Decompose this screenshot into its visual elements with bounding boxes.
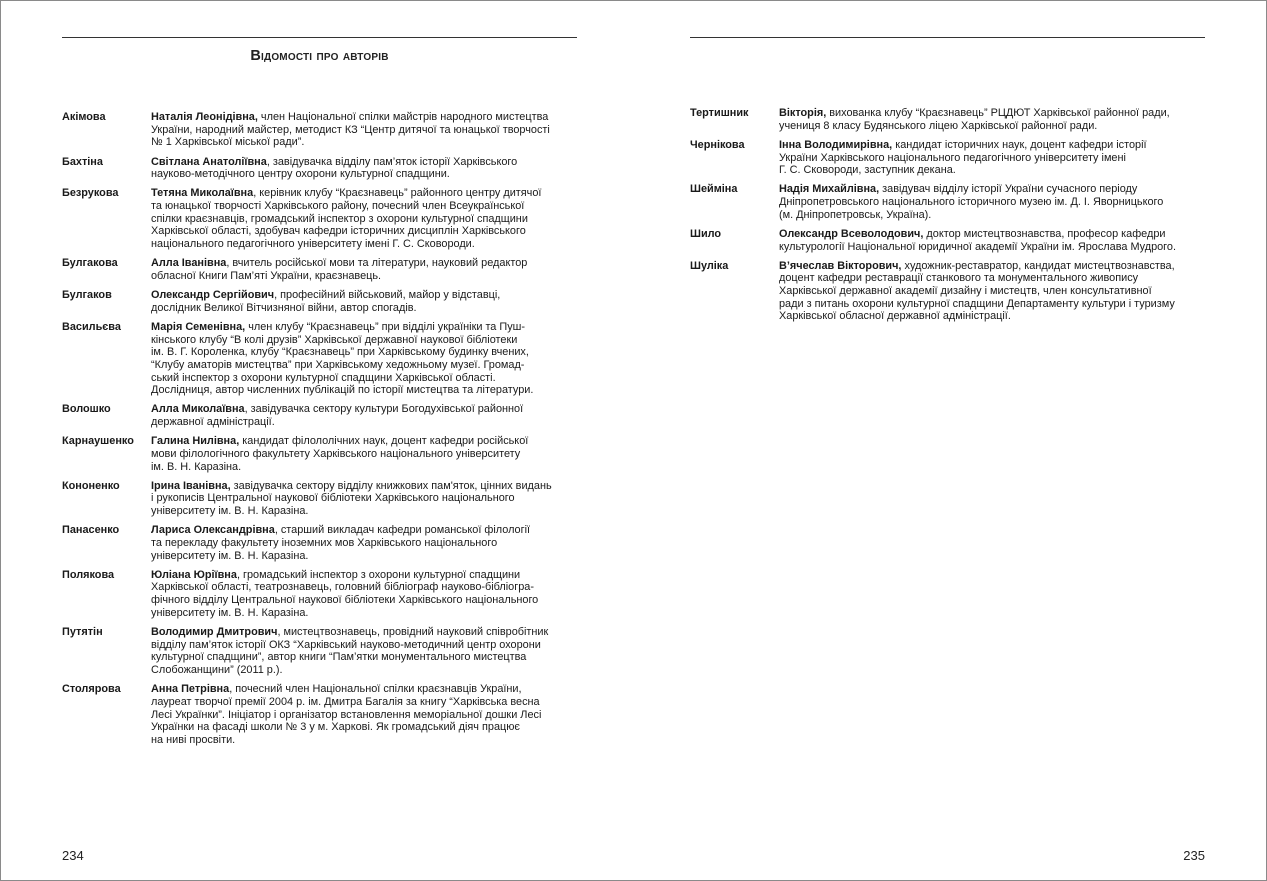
description-text: , старший викладач кафедри романської філології bbox=[274, 524, 531, 537]
description-text: , вчитель російської мови та літератури, науковий редактор bbox=[226, 257, 528, 270]
description-text: Г. С. Сковороди, заступник декана. bbox=[779, 164, 956, 177]
author-surname: Панасенко bbox=[62, 524, 120, 537]
author-description bbox=[779, 107, 1210, 132]
author-full-name: Алла Іванівна bbox=[151, 257, 227, 270]
description-text: ім. В. Г. Короленка, клубу “Краєзнавець” при Харківському будинку вчених, bbox=[151, 346, 529, 359]
description-line bbox=[151, 569, 582, 582]
author-full-name: Інна Володимирівна, bbox=[779, 138, 893, 151]
author-full-name: Ірина Іванівна, bbox=[151, 479, 231, 492]
author-surname: Булгакова bbox=[62, 257, 118, 270]
description-line bbox=[779, 139, 1210, 152]
description-line bbox=[151, 448, 582, 461]
description-text: науково-методічного центру охорони культурної спадщини. bbox=[151, 168, 450, 181]
author-full-name: Світлана Анатоліївна bbox=[151, 155, 267, 168]
description-text: , завідувачка сектору культури Богодухівської районної bbox=[244, 403, 524, 416]
author-description bbox=[151, 321, 582, 397]
description-line bbox=[779, 228, 1210, 241]
description-text: ім. В. Н. Каразіна. bbox=[151, 460, 242, 473]
description-line bbox=[151, 709, 582, 722]
author-entry bbox=[62, 111, 582, 149]
author-entry bbox=[62, 257, 582, 282]
author-surname: Волошко bbox=[62, 403, 111, 416]
description-text: , завідувачка відділу пам’яток історії Харківського bbox=[266, 155, 518, 168]
author-full-name: Галина Нилівна, bbox=[151, 435, 240, 448]
description-line bbox=[151, 213, 582, 226]
description-line bbox=[151, 384, 582, 397]
description-text: (м. Дніпропетровськ, Україна). bbox=[779, 208, 932, 221]
author-entry bbox=[62, 524, 582, 562]
description-text: № 1 Харківської міської ради”. bbox=[151, 136, 305, 149]
description-text: , мистецтвознавець, провідний науковий співробітник bbox=[277, 625, 549, 638]
author-surname: Тертишник bbox=[690, 107, 749, 119]
description-text: культурології Національної юридичної академії України ім. Ярослава Мудрого. bbox=[779, 240, 1177, 253]
author-full-name: Юліана Юріївна bbox=[151, 568, 237, 581]
author-full-name: Алла Миколаївна bbox=[151, 403, 245, 416]
description-line bbox=[151, 334, 582, 347]
description-text: та юнацької творчості Харківського району, почесний член Всеукраїнської bbox=[151, 200, 525, 212]
author-full-name: Олександр Сергійович bbox=[151, 289, 275, 301]
description-text: Харківської державної академії дизайну і мистецтв, член консультативної bbox=[779, 285, 1152, 297]
description-text: ради з питань охорони культурної спадщини Департаменту культури і туризму bbox=[779, 297, 1175, 310]
author-surname: Шило bbox=[690, 227, 722, 240]
description-text: національного педагогічного університету імені Г. С. Сковороди. bbox=[151, 238, 475, 251]
description-line bbox=[151, 461, 582, 474]
description-line bbox=[151, 537, 582, 550]
author-full-name: Олександр Всеволодович, bbox=[779, 227, 924, 240]
author-description bbox=[779, 228, 1210, 253]
description-line bbox=[151, 721, 582, 734]
author-full-name: Марія Семенівна, bbox=[151, 320, 246, 333]
description-line bbox=[779, 120, 1210, 133]
description-line bbox=[151, 435, 582, 448]
author-description bbox=[151, 111, 582, 149]
right-header-rule bbox=[690, 37, 1205, 38]
author-surname: Шейміна bbox=[690, 183, 738, 196]
description-line bbox=[779, 272, 1210, 285]
description-line bbox=[151, 111, 582, 124]
description-text: університету ім. В. Н. Каразіна. bbox=[151, 549, 309, 562]
description-line bbox=[779, 152, 1210, 165]
description-line bbox=[151, 270, 582, 283]
description-line bbox=[151, 403, 582, 416]
description-text: лауреат творчої премії 2004 р. ім. Дмитра Багалія за книгу “Харківська весна bbox=[151, 695, 540, 708]
description-line bbox=[151, 626, 582, 639]
description-text: вихованка клубу “Краєзнавець” РЦДЮТ Харківської районної ради, bbox=[826, 107, 1170, 119]
author-entry bbox=[62, 480, 582, 518]
description-line bbox=[151, 416, 582, 429]
description-line bbox=[151, 321, 582, 334]
description-line bbox=[151, 289, 582, 302]
author-surname: Чернікова bbox=[690, 138, 745, 151]
description-text: на ниві просвіти. bbox=[151, 733, 236, 746]
author-description bbox=[151, 626, 582, 677]
description-text: ський інспектор з охорони культурної спадщини Харківської області. bbox=[151, 371, 496, 384]
page-number-left: 234 bbox=[62, 848, 84, 863]
page-number-right: 235 bbox=[1183, 848, 1205, 863]
description-text: та перекладу факультету іноземних мов Харківського національного bbox=[151, 536, 498, 549]
description-line bbox=[779, 183, 1210, 196]
author-entry bbox=[690, 183, 1210, 221]
description-line bbox=[151, 550, 582, 563]
description-text: Українки на фасаді школи № 3 у м. Харкові. Як громадський діяч працює bbox=[151, 721, 520, 734]
author-description bbox=[151, 156, 582, 181]
description-line bbox=[151, 594, 582, 607]
description-text: спілки краєзнавців, громадський інспектор з охорони культурної спадщини bbox=[151, 212, 528, 225]
description-line bbox=[779, 310, 1210, 323]
author-surname: Полякова bbox=[62, 568, 115, 581]
description-text: завідувач відділу історії України сучасного періоду bbox=[879, 183, 1138, 196]
author-full-name: Анна Петрівна bbox=[151, 683, 230, 696]
description-line bbox=[151, 372, 582, 385]
author-full-name: Тетяна Миколаївна bbox=[151, 187, 254, 200]
page-title: Відомості про авторів bbox=[250, 48, 389, 64]
description-text: , керівник клубу “Краєзнавець” районного центру дитячої bbox=[253, 187, 542, 200]
author-entry bbox=[62, 626, 582, 677]
author-entry bbox=[62, 435, 582, 473]
description-text: кандидат історичних наук, доцент кафедри історії bbox=[892, 138, 1147, 151]
author-description bbox=[151, 683, 582, 747]
description-line bbox=[779, 285, 1210, 298]
author-entry bbox=[62, 187, 582, 251]
description-text: Харківської області, театрознавець, головний бібліограф науково-бібліогра- bbox=[151, 581, 534, 594]
description-text: університету ім. В. Н. Каразіна. bbox=[151, 606, 309, 619]
description-line bbox=[151, 696, 582, 709]
left-author-list bbox=[62, 111, 582, 753]
description-line bbox=[779, 209, 1210, 222]
author-description bbox=[151, 480, 582, 518]
description-text: Харківської обласної державної адміністрації. bbox=[779, 310, 1011, 323]
author-surname: Васильєва bbox=[62, 320, 121, 333]
description-line bbox=[151, 581, 582, 594]
author-entry bbox=[690, 107, 1210, 132]
description-text: учениця 8 класу Будянського ліцею Харківської районної ради. bbox=[779, 119, 1098, 132]
description-line bbox=[151, 156, 582, 169]
description-line bbox=[151, 346, 582, 359]
description-text: , почесний член Національної спілки краєзнавців України, bbox=[229, 683, 522, 696]
description-line bbox=[779, 107, 1210, 120]
description-text: доктор мистецтвознавства, професор кафедри bbox=[923, 227, 1166, 240]
description-line bbox=[151, 607, 582, 620]
description-text: член клубу “Краєзнавець” при відділі україніки та Пуш- bbox=[245, 320, 526, 333]
author-entry bbox=[690, 260, 1210, 324]
description-line bbox=[779, 164, 1210, 177]
description-line bbox=[151, 257, 582, 270]
author-surname: Акімова bbox=[62, 111, 106, 123]
description-line bbox=[779, 241, 1210, 254]
description-line bbox=[151, 734, 582, 747]
description-text: доцент кафедри реставрації станкового та монументального живопису bbox=[779, 272, 1139, 285]
description-line bbox=[151, 200, 582, 213]
description-text: кандидат філололічних наук, доцент кафедри російської bbox=[239, 435, 529, 448]
description-line bbox=[151, 359, 582, 372]
description-text: дослідник Великої Вітчизняної війни, автор спогадів. bbox=[151, 301, 417, 314]
description-text: кінського клубу “В колі друзів” Харківської державної наукової бібліотеки bbox=[151, 333, 518, 346]
description-text: Слобожанщини” (2011 р.). bbox=[151, 664, 283, 677]
author-entry bbox=[690, 228, 1210, 253]
author-full-name: Надія Михайлівна, bbox=[779, 183, 880, 196]
description-line bbox=[151, 238, 582, 251]
description-line bbox=[151, 505, 582, 518]
description-text: України, народний майстер, методист КЗ “Центр дитячої та юнацької творчості bbox=[151, 123, 550, 136]
author-entry bbox=[62, 321, 582, 397]
description-line bbox=[151, 524, 582, 537]
description-line bbox=[151, 168, 582, 181]
author-surname: Столярова bbox=[62, 683, 121, 696]
description-text: , громадський інспектор з охорони культурної спадщини bbox=[236, 568, 521, 581]
author-description bbox=[779, 139, 1210, 177]
description-text: “Клубу аматорів мистецтва” при Харківському хедожньому музеї. Громад- bbox=[151, 358, 525, 371]
description-line bbox=[151, 302, 582, 315]
description-line bbox=[151, 124, 582, 137]
author-description bbox=[779, 183, 1210, 221]
description-line bbox=[151, 639, 582, 652]
description-line bbox=[151, 492, 582, 505]
author-surname: Кононенко bbox=[62, 479, 120, 492]
description-line bbox=[779, 298, 1210, 311]
description-text: , професійний військовий, майор у відставці, bbox=[274, 289, 501, 301]
right-author-list bbox=[690, 107, 1210, 330]
description-text: Харківської області, здобувач кафедри історичних дисциплін Харківського bbox=[151, 225, 526, 238]
description-text: Лесі Українки”. Ініціатор і організатор встановлення меморіальної дошки Лесі bbox=[151, 708, 542, 721]
description-text: Дослідниця, автор численних публікацій по історії мистецтва та літератури. bbox=[151, 384, 534, 397]
author-surname: Шуліка bbox=[690, 259, 729, 272]
author-surname: Бахтіна bbox=[62, 155, 103, 168]
author-description bbox=[151, 403, 582, 428]
author-entry bbox=[62, 156, 582, 181]
author-entry bbox=[62, 683, 582, 747]
author-full-name: Вікторія, bbox=[779, 107, 827, 119]
description-text: державної адміністрації. bbox=[151, 416, 275, 429]
description-text: мови філологічного факультету Харківського національного університету bbox=[151, 447, 521, 460]
description-text: і рукописів Центральної наукової бібліотеки Харківського національного bbox=[151, 492, 515, 505]
description-text: член Національної спілки майстрів народного мистецтва bbox=[257, 111, 549, 123]
description-text: обласної Книги Пам’яті України, краєзнавець. bbox=[151, 269, 382, 282]
description-line bbox=[151, 225, 582, 238]
description-text: культурної спадщини”, автор книги “Пам’ятки монументального мистецтва bbox=[151, 651, 527, 664]
description-text: завідувачка сектору відділу книжкових пам'яток, цінних видань bbox=[230, 479, 552, 492]
author-surname: Карнаушенко bbox=[62, 435, 134, 448]
left-header-rule bbox=[62, 37, 577, 38]
description-line bbox=[151, 651, 582, 664]
author-description bbox=[151, 435, 582, 473]
description-line bbox=[151, 136, 582, 149]
author-description bbox=[151, 524, 582, 562]
description-line bbox=[151, 664, 582, 677]
description-text: художник-реставратор, кандидат мистецтвознавства, bbox=[901, 259, 1175, 272]
author-surname: Путятін bbox=[62, 625, 103, 638]
author-full-name: В’ячеслав Вікторович, bbox=[779, 259, 902, 272]
author-description bbox=[151, 289, 582, 314]
author-entry bbox=[62, 403, 582, 428]
author-full-name: Володимир Дмитрович bbox=[151, 625, 278, 638]
author-full-name: Наталія Леонідівна, bbox=[151, 111, 258, 123]
author-entry bbox=[62, 289, 582, 314]
description-text: університету ім. В. Н. Каразіна. bbox=[151, 505, 309, 518]
description-text: фічного відділу Центральної наукової бібліотеки Харківського національного bbox=[151, 594, 539, 607]
author-surname: Булгаков bbox=[62, 289, 112, 301]
description-text: Дніпропетровського національного історичного музею ім. Д. І. Яворницького bbox=[779, 196, 1164, 208]
description-line bbox=[779, 260, 1210, 273]
author-description bbox=[151, 187, 582, 251]
description-line bbox=[151, 187, 582, 200]
description-line bbox=[779, 196, 1210, 209]
author-description bbox=[151, 257, 582, 282]
author-surname: Безрукова bbox=[62, 187, 119, 200]
description-text: України Харківського національного педагогічного університету імені bbox=[779, 151, 1126, 164]
author-description bbox=[151, 569, 582, 620]
author-entry bbox=[690, 139, 1210, 177]
description-text: відділу пам’яток історії ОКЗ “Харківський науково-методичний центр охорони bbox=[151, 638, 541, 651]
author-full-name: Лариса Олександрівна bbox=[151, 524, 275, 537]
author-entry bbox=[62, 569, 582, 620]
author-description bbox=[779, 260, 1210, 324]
description-line bbox=[151, 683, 582, 696]
description-line bbox=[151, 480, 582, 493]
